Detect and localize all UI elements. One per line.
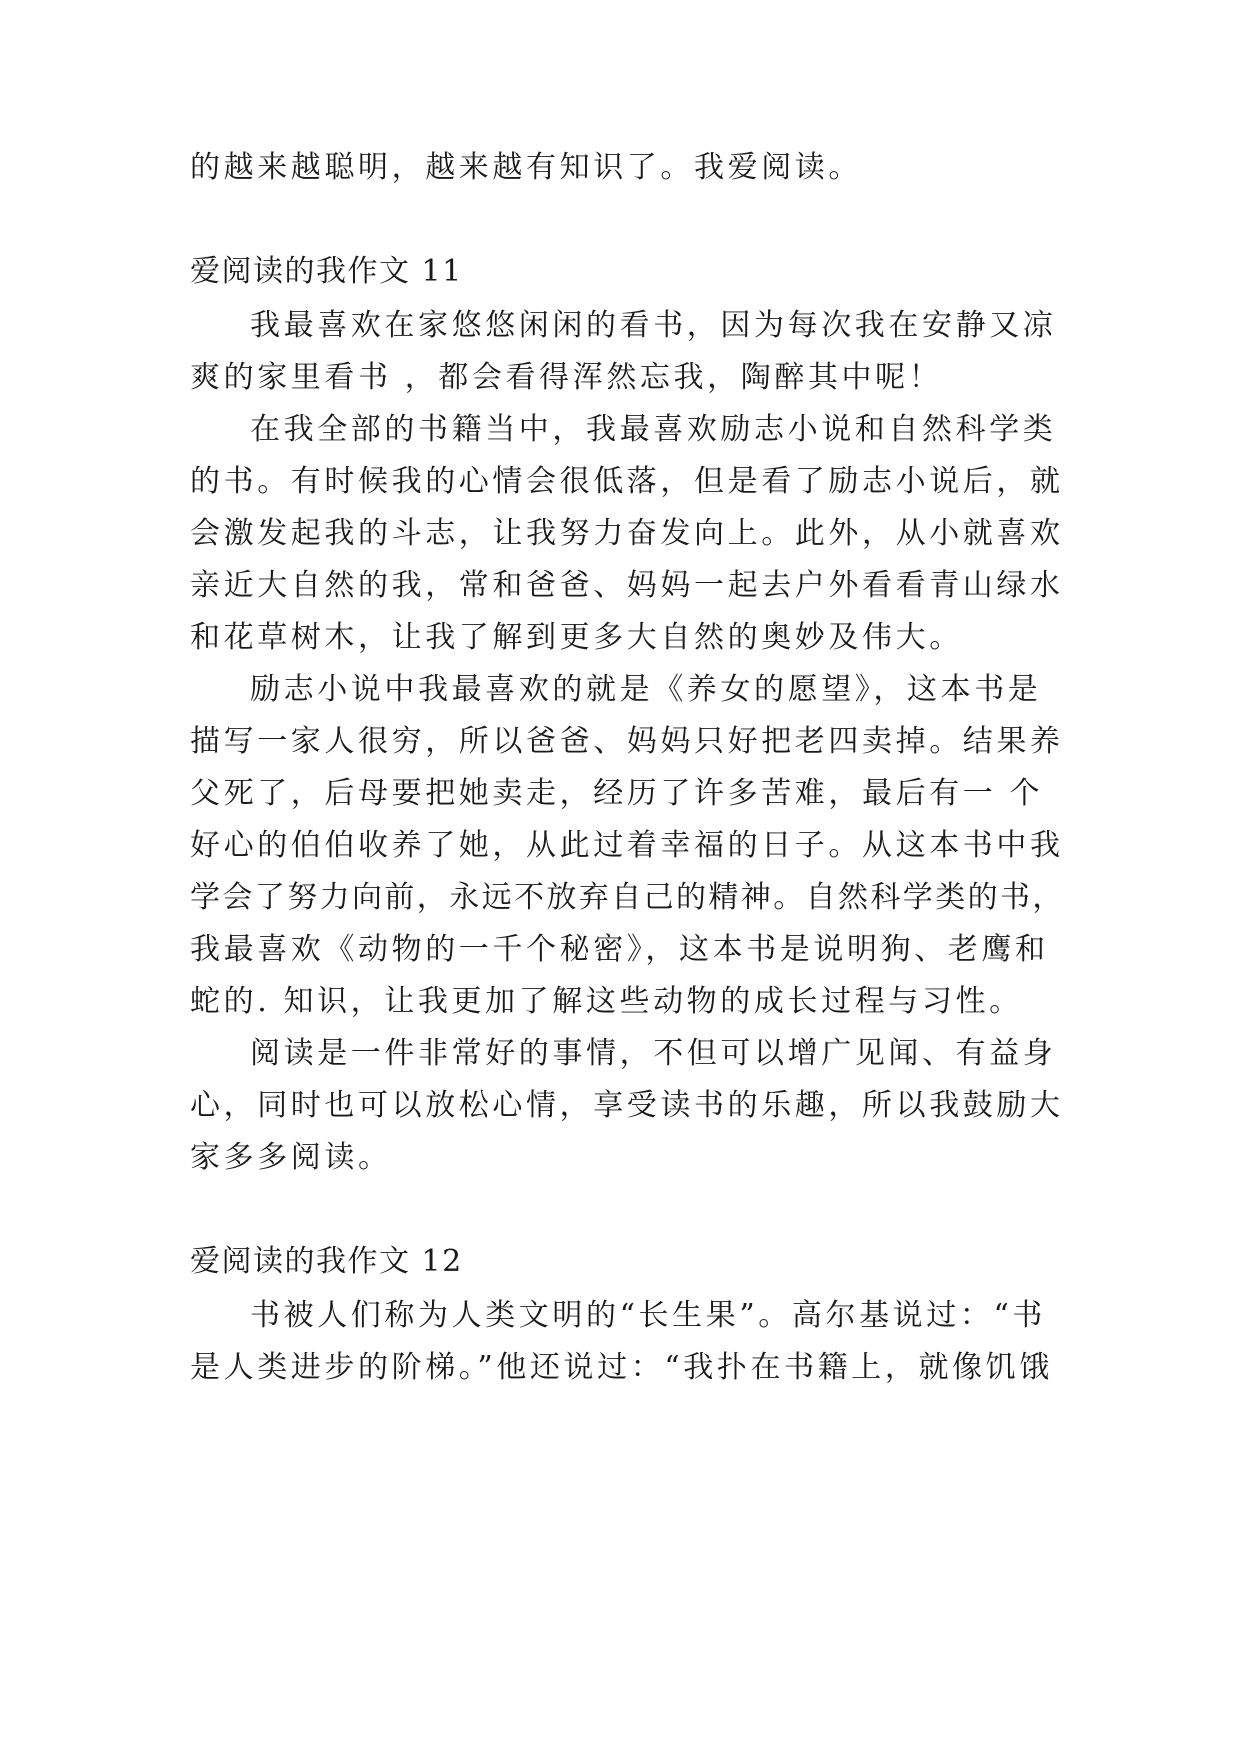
paragraph-line: 好心的伯伯收养了她，从此过着幸福的日子。从这本书中我	[190, 828, 1064, 863]
paragraph-line: 励志小说中我最喜欢的就是《养女的愿望》，这本书是	[250, 672, 1042, 707]
paragraph-line: 是人类进步的阶梯。”他还说过：“我扑在书籍上，就像饥饿	[190, 1350, 1053, 1385]
paragraph-line: 的越来越聪明，越来越有知识了。我爱阅读。	[190, 150, 862, 185]
paragraph-line: 描写一家人很穷，所以爸爸、妈妈只好把老四卖掉。结果养	[190, 724, 1064, 759]
paragraph-line: 爽的家里看书 ，都会看得浑然忘我，陶醉其中呢！	[190, 360, 943, 395]
section-heading: 爱阅读的我作文 11	[190, 254, 463, 289]
paragraph-line: 在我全部的书籍当中，我最喜欢励志小说和自然科学类	[250, 412, 1057, 447]
paragraph-line: 家多多阅读。	[190, 1140, 392, 1175]
paragraph-line: 心，同时也可以放松心情，享受读书的乐趣，所以我鼓励大	[190, 1088, 1064, 1123]
paragraph-line: 的书。有时候我的心情会很低落，但是看了励志小说后，就	[190, 464, 1064, 499]
section-heading: 爱阅读的我作文 12	[190, 1244, 463, 1279]
paragraph-line: 学会了努力向前，永远不放弃自己的精神。自然科学类的书，	[190, 880, 1065, 915]
paragraph-line: 阅读是一件非常好的事情，不但可以增广见闻、有益身	[250, 1036, 1057, 1071]
paragraph-line: 父死了，后母要把她卖走，经历了许多苦难，最后有一 个	[190, 776, 1044, 811]
paragraph-line: 和花草树木，让我了解到更多大自然的奥妙及伟大。	[190, 620, 963, 655]
paragraph-line: 我最喜欢《动物的一千个秘密》，这本书是说明狗、老鹰和	[190, 932, 1049, 967]
paragraph-line: 书被人们称为人类文明的“长生果”。高尔基说过：“书	[250, 1298, 1047, 1333]
paragraph-line: 我最喜欢在家悠悠闲闲的看书，因为每次我在安静又凉	[250, 308, 1057, 343]
paragraph-line: 亲近大自然的我，常和爸爸、妈妈一起去户外看看青山绿水	[190, 568, 1064, 603]
paragraph-line: 蛇的. 知识，让我更加了解这些动物的成长过程与习性。	[190, 984, 1023, 1019]
paragraph-line: 会激发起我的斗志，让我努力奋发向上。此外，从小就喜欢	[190, 516, 1064, 551]
